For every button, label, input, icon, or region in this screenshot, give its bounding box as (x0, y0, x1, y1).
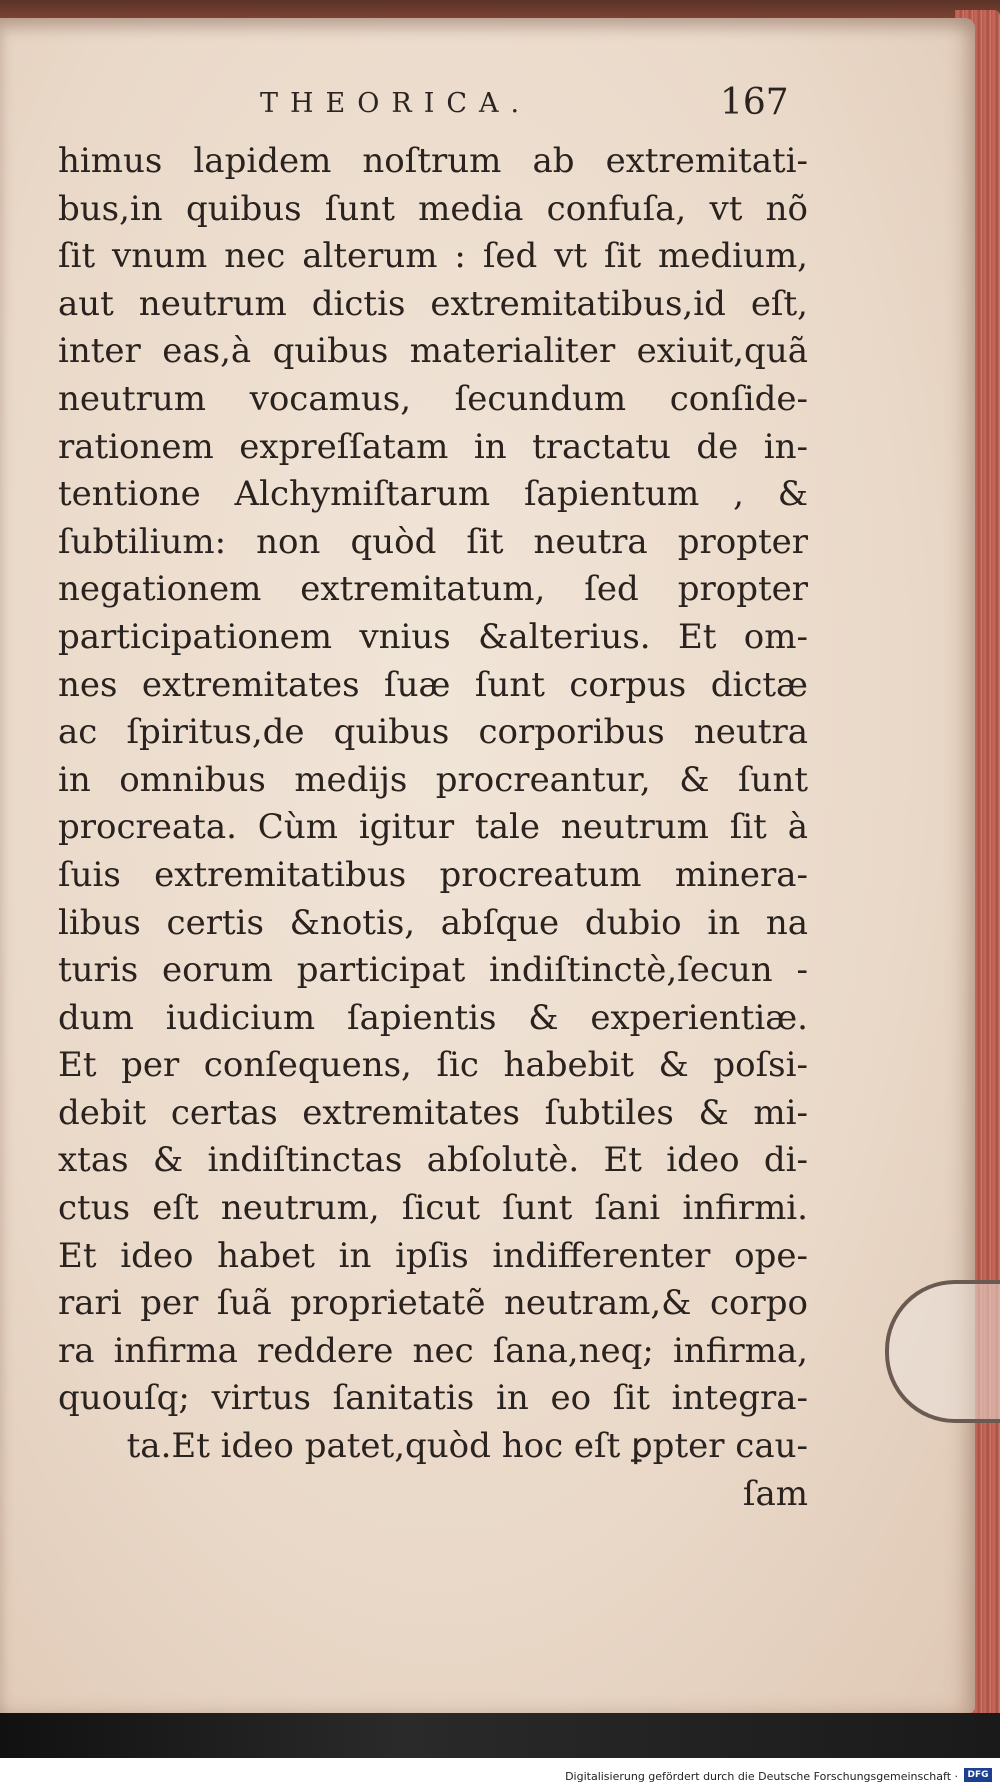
catchword: ſam (742, 1473, 808, 1514)
text-line: ra infirma reddere nec ſana,neq; infirma, (58, 1330, 808, 1371)
text-line: himus lapidem noſtrum ab extremitati- (58, 141, 808, 181)
text-line: turis eorum participat indiſtinctè,ſecun - (58, 950, 808, 991)
text-line: rari per ſuã proprietatẽ neutram,& corpo (58, 1283, 808, 1324)
text-line: inter eas,à quibus materialiter exiuit,quã (58, 331, 808, 372)
text-line: nes extremitates ſuæ ſunt corpus dictæ (58, 664, 808, 705)
text-line: quouſq; virtus ſanitatis in eo ſit integra- (58, 1378, 808, 1419)
text-line: in omnibus medijs procreantur, & ſunt (58, 759, 808, 800)
text-line: rationem expreſſatam in tractatu de in- (58, 426, 808, 467)
text-line: xtas & indiſtinctas abſolutè. Et ideo di- (58, 1140, 808, 1181)
text-line: ta.Et ideo patet,quòd hoc eſt ꝑpter cau- (126, 1426, 808, 1467)
running-head: THEORICA. (260, 88, 532, 119)
text-line: procreata. Cùm igitur tale neutrum ſit à (58, 807, 808, 848)
text-line: participationem vnius &alterius. Et om- (58, 616, 808, 657)
text-line: libus certis &notis, abſque dubio in na (58, 902, 808, 943)
scan-bottom-strip (0, 1713, 1000, 1758)
text-line: ac ſpiritus,de quibus corporibus neutra (58, 712, 808, 753)
text-line: ſuis extremitatibus procreatum minera- (58, 854, 808, 895)
text-line: debit certas extremitates ſubtiles & mi- (58, 1092, 808, 1133)
page-number: 167 (720, 82, 789, 123)
digitization-credit: Digitalisierung gefördert durch die Deutsche Forschungsgemeinschaft · (565, 1770, 958, 1783)
text-line: neutrum vocamus, ſecundum conſide- (58, 378, 808, 419)
text-line: dum iudicium ſapientis & experientiæ. (58, 997, 808, 1038)
body-text (58, 138, 808, 1518)
text-line: ſubtilium: non quòd ſit neutra propter (58, 521, 808, 562)
text-line: ſit vnum nec alterum : ſed vt ſit medium, (58, 236, 808, 277)
text-line: Et ideo habet in ipſis indifferenter ope- (58, 1235, 808, 1276)
dfg-logo: DFG (964, 1768, 992, 1782)
text-line: aut neutrum dictis extremitatibus,id eſt, (58, 283, 808, 324)
text-line: negationem extremitatum, ſed propter (58, 569, 808, 610)
text-line: tentione Alchymiſtarum ſapientum , & (58, 474, 808, 515)
text-line: bus,in quibus ſunt media confuſa, vt nõ (58, 188, 808, 229)
text-line: ctus eſt neutrum, ſicut ſunt ſani infirmi. (58, 1188, 808, 1229)
text-line: Et per conſequens, ſic habebit & poſsi- (58, 1045, 808, 1086)
